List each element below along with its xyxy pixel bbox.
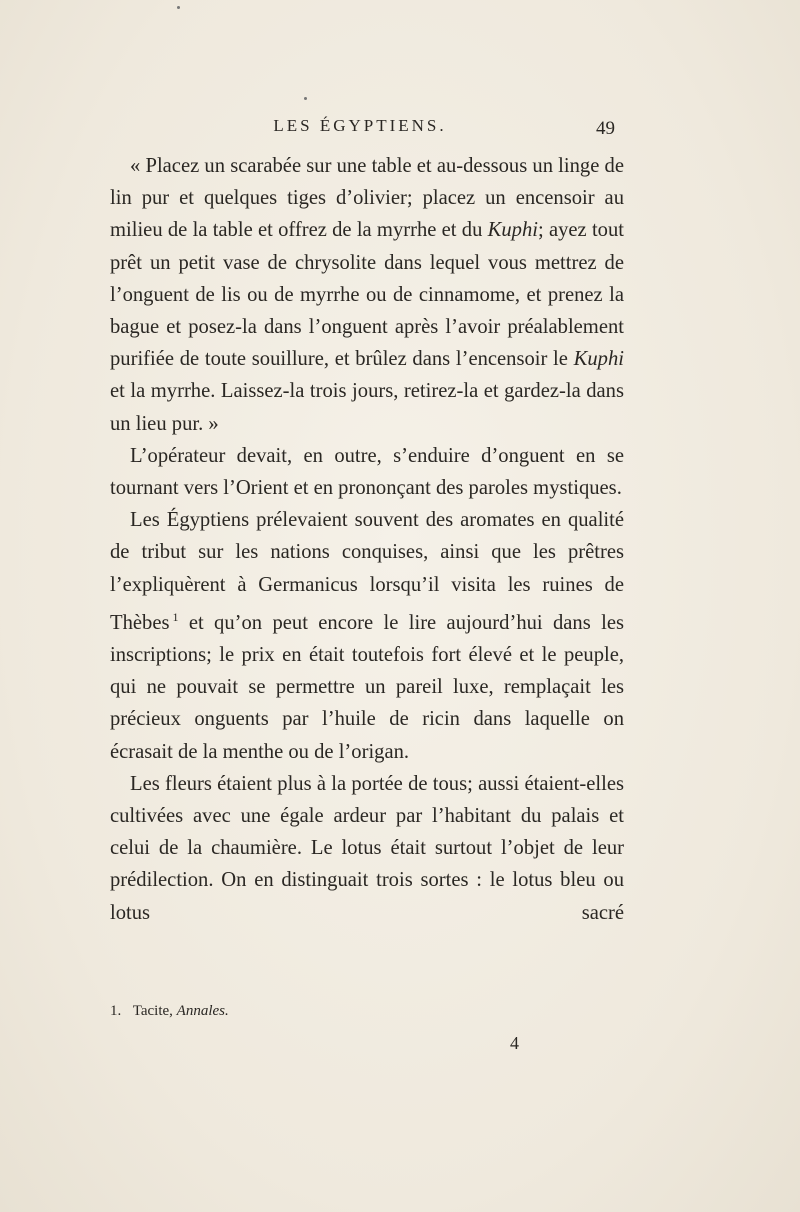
footnote-author: Tacite, [132,1003,173,1019]
running-head: LES ÉGYPTIENS. [273,116,447,135]
paragraph-3-text-b: et qu’on peut encore le lire aujourd’hui dans les inscriptions; le prix en était toutefois fort élevé et le peuple, qui ne pouvait se permettre un pareil luxe, remplaçait les précieux onguents par l’huile de ricin dans laquelle on écrasait de la menthe ou de l’origan. [110,611,624,763]
footnote-number: 1. [110,1003,122,1019]
paragraph-1-text-a: « Placez un scarabée sur une table et au-dessous un linge de lin pur et quelques tiges d’olivier; placez un encensoir au milieu de la table et offrez de la myrrhe et du [110,155,624,242]
speck-mark [177,6,180,9]
footnote-reference: 1 [172,609,179,624]
page-number: 49 [596,118,615,139]
paragraph-1-text-c: et la myrrhe. Laissez-la trois jours, retirez-la et gardez-la dans un lieu pur. » [110,380,624,435]
paragraph-1-text-b: ; ayez tout prêt un petit vase de chrysolite dans lequel vous mettrez de l’onguent de lis ou de myrrhe ou de cinnamome, et prenez la bague et posez-la dans l’onguent après l’avoir préalablement purifiée de toute souillure, et brûlez dans l’encensoir le [110,219,624,371]
page-header [0,112,800,142]
paragraph-3 [110,504,624,767]
paragraph-4: Les fleurs étaient plus à la portée de tous; aussi étaient-elles cultivées avec une égale ardeur par l’habitant du palais et celui de la chaumière. Le lotus était surtout l’objet de leur prédilection. On en distinguait trois sortes : le lotus bleu ou lotus sacré [110,772,624,924]
footnote-work: Annales. [176,1003,229,1019]
italic-kuphi: Kuphi [487,219,538,242]
italic-kuphi: Kuphi [573,348,624,371]
body-text [110,150,624,929]
paragraph-2: L’opérateur devait, en outre, s’enduire d’onguent en se tournant vers l’Orient et en prononçant des paroles mystiques. [110,444,624,500]
footnote [110,1003,229,1020]
speck-mark [304,97,307,100]
paragraph-1 [110,150,624,440]
paragraph-3-text-a: Les Égyptiens prélevaient souvent des aromates en qualité de tribut sur les nations conquises, ainsi que les prêtres l’expliquèrent à Germanicus lorsqu’il visita les ruines de Thèbes [110,509,624,634]
signature-mark: 4 [510,1033,519,1053]
